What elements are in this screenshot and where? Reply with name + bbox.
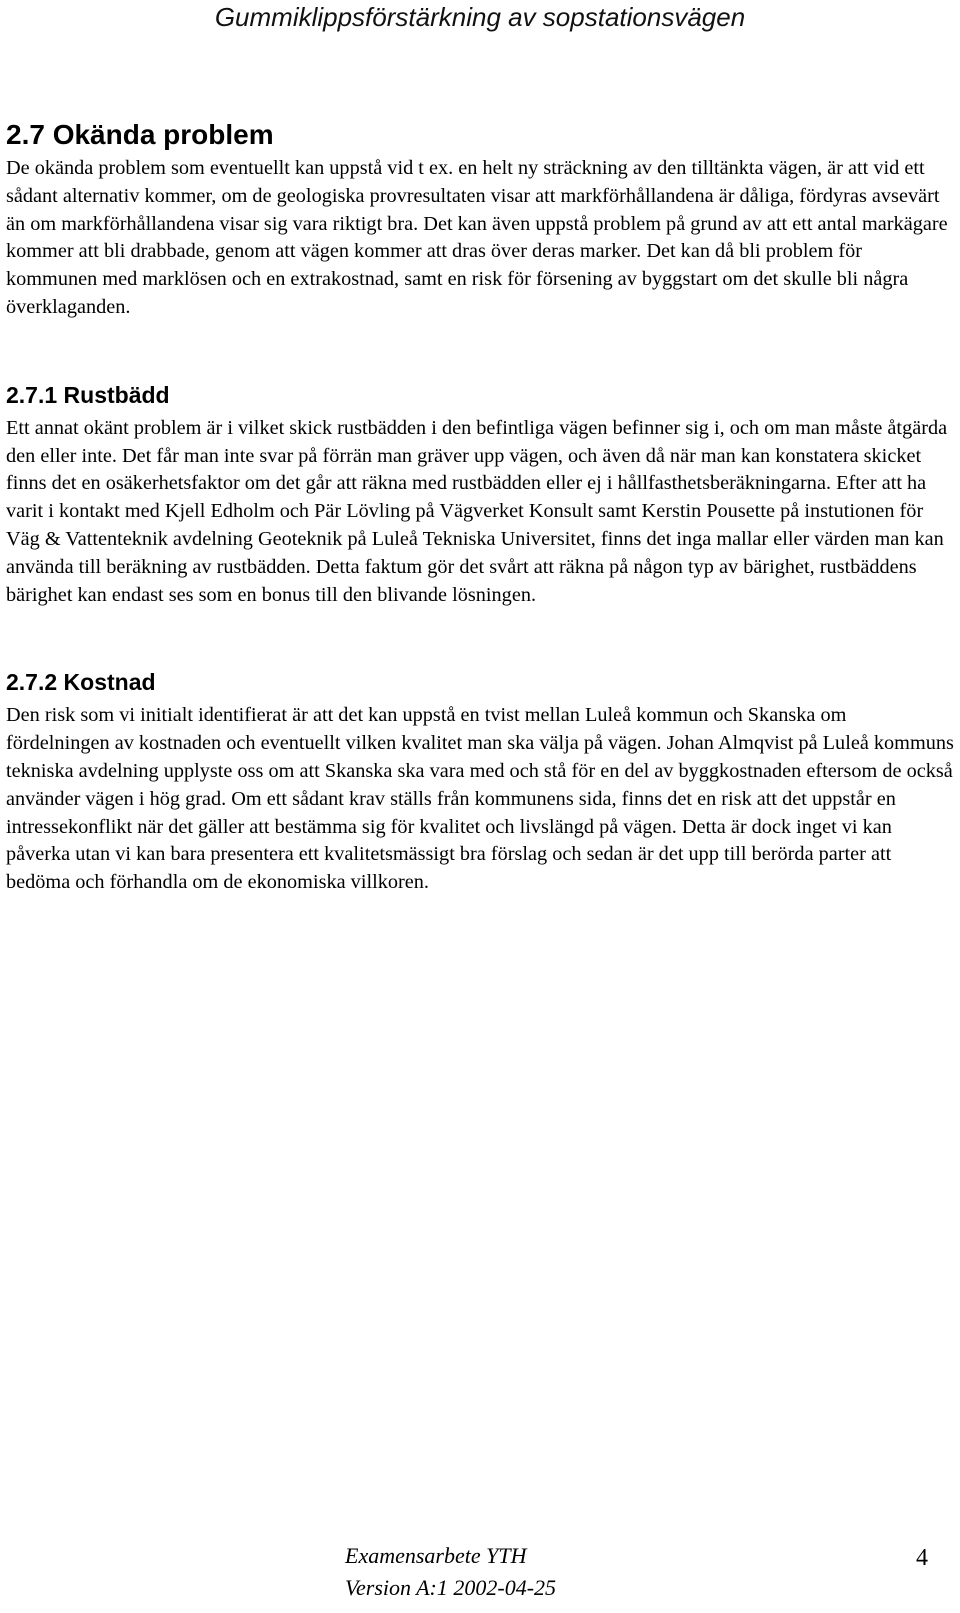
section-heading: 2.7 Okända problem [6,119,274,150]
document-body [6,118,954,897]
subsection-paragraph-rustbadd: Ett annat okänt problem är i vilket skick rustbädden i den befintliga vägen befinner sig i, och om man måste åtgärda den eller inte. Det får man inte svar på förrän man gräver upp vägen, och även då när man kan konstatera skicket finns det en osäkerhetsfaktor om det går att räkna med rustbädden eller ej i hållfasthetsberäkningarna. Efter att ha varit i kontakt med Kjell Edholm och Pär Lövling på Vägverket Konsult samt Kerstin Pousette på instutionen för Väg & Vattenteknik avdelning Geoteknik på Luleå Tekniska Universitet, finns det inga mallar eller värden man kan använda till beräkning av rustbädden. Detta faktum gör det svårt att räkna på någon typ av bärighet, rustbäddens bärighet kan endast ses som en bonus till den blivande lösningen. [6,416,948,606]
section-paragraph: De okända problem som eventuellt kan uppstå vid t ex. en helt ny sträckning av den tilltänkta vägen, är att vid ett sådant alternativ kommer, om de geologiska provresultaten visar att markförhållandena är dåliga, fördyras avsevärt än om markförhållandena visar sig vara riktigt bra. Det kan även uppstå problem på grund av att ett antal markägare kommer att bli drabbade, genom att vägen kommer att dras över deras marker. Det kan då bli problem för kommunen med marklösen och en extrakostnad, samt en risk för försening av byggstart om det skulle bli några överklaganden. [6,157,948,318]
subsection-paragraph-kostnad: Den risk som vi initialt identifierat är att det kan uppstå en tvist mellan Luleå kommun och Skanska om fördelningen av kostnaden och eventuellt vilken kvalitet man ska välja på vägen. Johan Almqvist på Luleå kommuns tekniska avdelning upplyste oss om att Skanska ska vara med och stå för en del av byggkostnaden eftersom de också använder vägen i hög grad. Om ett sådant krav ställs från kommunens sida, finns det en risk att det uppstår en intressekonflikt när det gäller att bestämma sig för kvalitet och livslängd på vägen. Detta är dock inget vi kan påverka utan vi kan bara presentera ett kvalitetsmässigt bra förslag och sedan är det upp till berörda parter att bedöma och förhandla om de ekonomiska villkoren. [6,704,954,894]
running-header: Gummiklippsförstärkning av sopstationsvägen [214,2,746,32]
subsection-heading-kostnad: 2.7.2 Kostnad [6,669,156,696]
subsection-heading-rustbadd: 2.7.1 Rustbädd [6,381,170,408]
page-number: 4 [916,1545,928,1571]
footer-line-1: Examensarbete YTH [345,1543,527,1568]
footer-line-2: Version A:1 2002-04-25 [345,1575,557,1600]
